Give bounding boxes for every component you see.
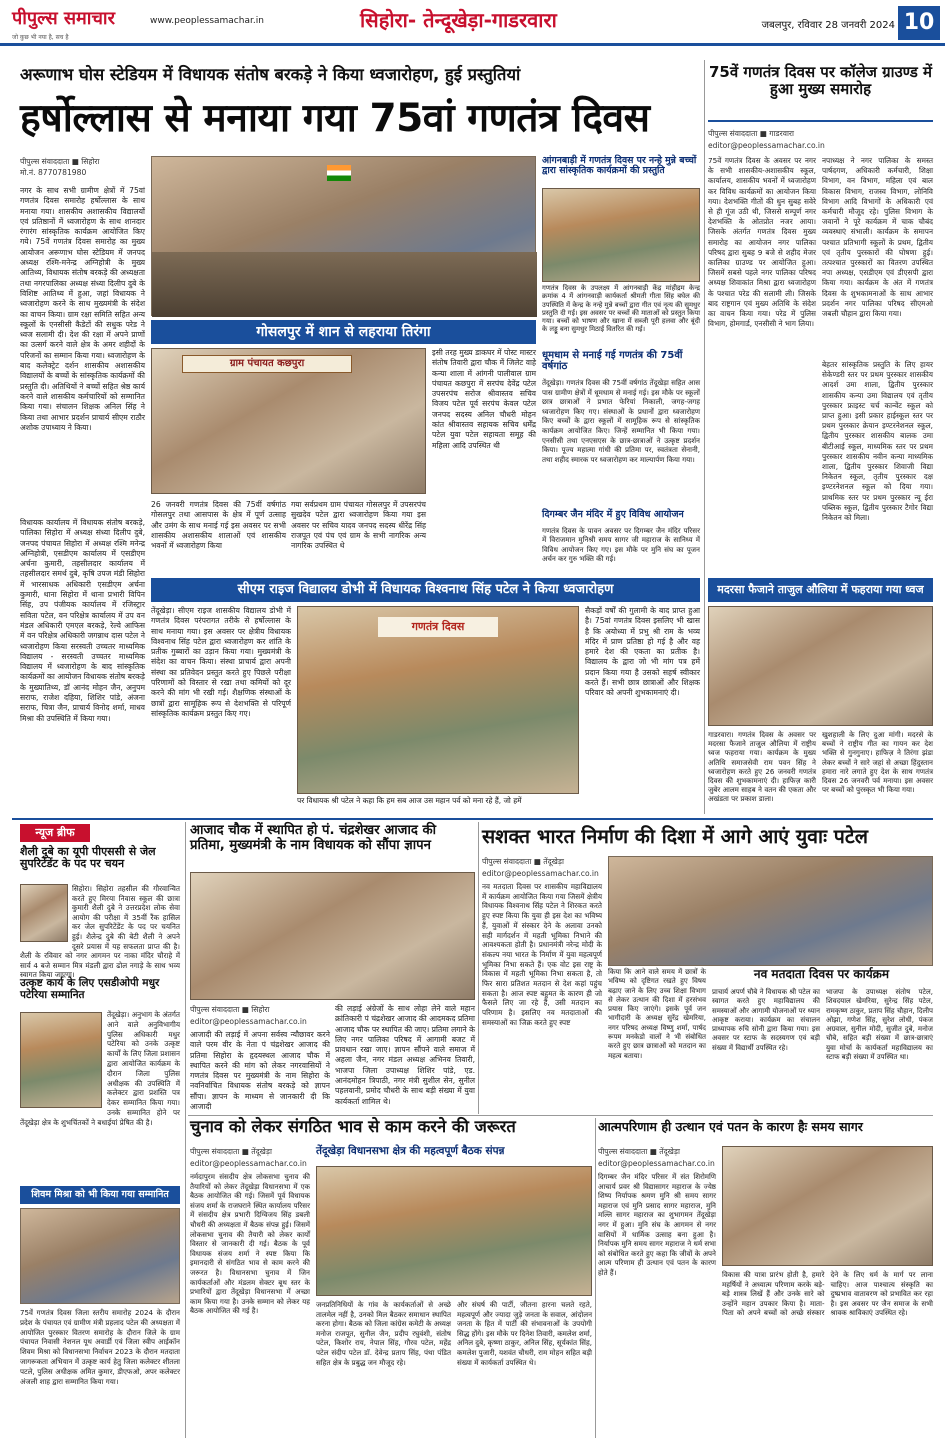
college-headline: 75वें गणतंत्र दिवस पर कॉलेज ग्राउण्ड में हुआ मुख्य समारोह: [708, 64, 933, 122]
brief1-headline: शैली दुबे का यूपी पीएससी से जेल सुपरिटेंडेंट के पद पर चयन: [20, 845, 156, 871]
chunav-email[interactable]: editor@peoplessamachar.co.in: [190, 1159, 307, 1168]
divider: [12, 818, 933, 820]
stage-shape: [152, 252, 537, 317]
aanganwadi-photo: [542, 188, 700, 282]
azad-byline: पीपुल्स संवाददाता ■ सिहोरा: [190, 1005, 270, 1014]
column-rule: [595, 1118, 596, 1438]
gosalpur-column: इसी तरह मुख्य डाकघर में पोस्ट मास्टर संतोष तिवारी द्वारा चौक में जिलेट वाहे कन्या शाला में आंगनी पालीवाल ग्राम पंचायत कछपुरा में सरपंच देवेंद्र पटेल उपसरपंच सरोज श्रीवास्तव सचिव विजय पटेल पूर्व सरपंच केवल पटेल जनपद सदस्य अनिल चौधरी मोहन कांत श्रीवास्तव सहायक सचिव धर्मेंद्र पटेल युवा पटेल सहायता समूह की महिला आदि उपस्थित थी: [432, 348, 536, 450]
flag-icon: [327, 165, 351, 181]
sashakt-column: प्राचार्य अपर्ण चौबे ने विधायक श्री पटेल का स्वागत करते हुए महाविद्यालय की समस्याओं और आगामी योजनाओं पर ध्यान आकृष्ट कराया। कार्यक्रम का संचालन प्राध्यापक रुचि सोनी द्वारा किया गया। इस अवसर पर स्टाफ के सदस्यगण एवं बड़ी संख्या में विद्यार्थी उपस्थित रहे।: [712, 988, 820, 1052]
brief1-wrap: [20, 884, 180, 980]
main-byline: [20, 156, 145, 180]
cmrise-photo: [297, 606, 579, 794]
sashakt-column-2: भाजपा के उपाध्यक्ष संतोष पटेल, शिवदयाल खेमरिया, सुरेन्द्र सिंह पटेल, रामकृष्ण ठाकुर, प्रताप सिंह चौहान, दिलीप ओझा, गणेश सिंह, सुरेश लोधी, पंकज अग्रवाल, सुनील मोदी, सुजीत दुबे, मनोज चौबे, सहित बड़ी संख्या में छात्र-छात्राएं युवा मोर्चा के कार्यकर्ता महाविद्यालय का स्टाफ बड़ी संख्या में उपस्थित था।: [826, 988, 934, 1062]
college-body-2: नपाध्यक्ष ने नगर पालिका के समस्त पार्षदगण, अधिकारी कर्मचारी, शिक्षा विभाग, वन विभाग, महिला एवं बाल विकास विभाग, राजस्व विभाग, लोनिवि विभाग आदि विभागों के अधिकारी एवं कर्मचारी मौजूद रहे। पुलिस विभाग के जवानों ने पूरे कार्यक्रम में चाक चौबंद व्यवस्थाएं संभाली। कार्यक्रम के समापन पश्चात प्रतिभागी स्कूलों के प्रथम, द्वितीय एवं तृतीय पुरस्कारों की घोषणा हुई। तत्पश्चात पुरस्कारों का वितरण उपस्थित नपा अध्यक्ष, एसडीएम एवं डीएसपी द्वारा किया गया। कार्यक्रम के अंत में गणतंत्र दिवस के शुभकामनाओं के साथ आभार प्रदर्शन नगर पालिका परिषद सीएमओ जबली चौहान द्वारा किया गया।: [822, 156, 933, 319]
brief2-wrap: [20, 1010, 180, 1182]
main-kicker: अरूणाभ घोस स्टेडियम में विधायक संतोष बरकड़े ने किया ध्वजारोहण, हुई प्रस्तुतियां: [20, 65, 521, 84]
college-byline: पीपुल्स संवाददाता ■ गाडरवारा: [708, 129, 794, 138]
cmrise-banner: गणतंत्र दिवस: [378, 617, 498, 637]
chunav-byline: पीपुल्स संवाददाता ■ तेंदूखेड़ा: [190, 1147, 272, 1156]
samay-headline: आत्मपरिणाम ही उत्थान एवं पतन के कारण हैः समय सागर: [598, 1119, 863, 1134]
gosalpur-caption-2: गया सर्वप्रथम ग्राम पंचायत गोसलपुर में उपसरपंच सुखदेव पटेल द्वारा ध्वजारोहण किया गया इस अवसर पर सचिव यादव जनपद सदस्य धीरेंद्र सिंह राजपूत एवं पंच एवं ग्राम के सभी नागरिक अन्य नागरिक उपस्थित थे: [291, 500, 426, 551]
digambar-body: गणतंत्र दिवस के पावन अवसर पर दिगम्बर जैन मंदिर परिसर में विराजमान मुनिश्री समय सागर जी महाराज के सानिध्य में विविध आयोजन किए गए। इस मौके पर मुनि संघ का पूजन अर्चन कर गुरु भक्ति की गई।: [542, 526, 700, 563]
brand-logo: पीपुल्स समाचार: [12, 8, 115, 29]
brief2-photo: [20, 1012, 102, 1108]
cmrise-body: तेंदूखेड़ा। सीएम राइज शासकीय विद्यालय डोभी में गणतंत्र दिवस परंपरागत तरीके से हर्षोल्लास के साथ मनाया गया। इस अवसर पर क्षेत्रीय विधायक विश्वनाथ सिंह पटेल द्वारा ध्वजारोहण कर शांति के प्रतीक गुब्बारों का उड़ान किया गया। मुख्यमंत्री के संदेश का वाचन किया। संस्था प्राचार्य द्वारा अपनी संस्था का प्रतिवेदन प्रस्तुत करते हुए पिछले परीक्षा परिणामों को विस्तार से रखा तथा कमियों को दूर करने की मांग भी रखी गई। शैक्षणिक संस्थाओं के छात्रों द्वारा सामूहिक रूप से देशभक्ति से परिपूर्ण सांस्कृतिक कार्यक्रम प्रस्तुत किए गए।: [151, 606, 291, 718]
byline-text: पीपुल्स संवाददाता ■ सिहोरा: [20, 157, 100, 166]
gosalpur-photo: [151, 348, 426, 494]
section-title: सिहोरा- तेन्दूखेड़ा-गाडरवारा: [360, 8, 557, 32]
column-rule: [704, 60, 705, 814]
cmrise-headline: सीएम राइज विद्यालय डोभी में विधायक विश्वनाथ सिंह पटेल ने किया ध्वजारोहण: [151, 578, 700, 602]
row-rule: [188, 1115, 933, 1116]
chunav-headline: चुनाव को लेकर संगठित भाव से काम करने की जरूरत: [190, 1117, 516, 1136]
gosalpur-caption: 26 जनवरी गणतंत्र दिवस की 75वीं वर्षगांठ गोसलपुर तथा आसपास के क्षेत्र में पूर्ण उत्साह और उमंग के साथ मनाई गई इस अवसर पर सभी शासकीय अशासकीय शालाओं एवं शासकीय भवनों में ध्वजारोहण किया: [151, 500, 286, 551]
chunav-body-3: और संघर्ष की पार्टी, जीतना हारना चलते रहते, महत्वपूर्ण और ज्यादा जुड़े जनता के सवाल, आंदोलन जनता के हित में पार्टी की संभावनाओं के उपयोगी सिद्ध होंगे। इस मौके पर दिनेश तिवारी, कमलेश शर्मा, अनिल दुबे, कृष्णा ठाकुर, अनिल सिंह, सूर्यकांत सिंह, कमलेश पुजारी, यशवंत चौधरी, राम मोहन सहित बड़ी संख्या में कार्यकर्ता उपस्थित थे।: [457, 1300, 592, 1367]
sashakt-body: नव मतदाता दिवस पर शासकीय महाविद्यालय में कार्यक्रम आयोजित किया गया जिसमें क्षेत्रीय विधायक विश्वनाथ सिंह पटेल ने शिरकत करते हुए स्पष्ट किया कि युवा ही इस देश का भविष्य हैं, युवाओं में संस्कार देने के अलावा उनको सही मार्गदर्शन में महती भूमिका निभाने की आवश्यकता होती है। प्रधानमंत्री नरेन्द्र मोदी के संकल्प नया भारत के निर्माण में युवा महत्वपूर्ण भूमिका निभा सकते हैं। एक वोट इस राष्ट्र के विकास में महती भूमिका निभा सकता है, तो फिर सारा प्रतिशत मतदान से देश कहां पहुंच सकता है। आज स्पष्ट बहुमत के कारण ही जो फैसले लिए जा रहे हैं, उसी मतदान का परिणाम है। इसलिए नव मतदाताओं की समस्याओं का जिक्र करते हुए स्पष्ट: [482, 882, 602, 1027]
brief3-body: 75वें गणतंत्र दिवस जिला स्तरीय समारोह 2024 के दौरान प्रदेश के पंचायत एवं ग्रामीण मंत्री प्रहलाद पटेल की अध्यक्षता में आयोजित पुरस्कार वितरण समारोह के दौरान जिले के ग्राम पंचायत निवासी नेशनल यूथ अवार्डी एवं जिला स्वीप आईकॉन शिवम मिश्रा को विधानसभा निर्वाचन 2023 के दौरान मतदाता जागरूकता अभियान में उत्कृष्ट कार्य हेतु जिला कलेक्टर शीतला पटले, पुलिस अधीक्षक अमित कुमार, डीएफओ, अपर कलेक्टर अंजली शाह द्वारा सम्मानित किया गया।: [20, 1308, 180, 1386]
main-body: नगर के साथ सभी ग्रामीण क्षेत्रों में 75वां गणतंत्र दिवस समारोह हर्षोल्लास के साथ मनाया गया। शासकीय अशासकीय विद्यालयों एवं प्रतिष्ठानों में ध्वजारोहण के साथ शानदार रंगारंग सांस्कृतिक कार्यक्रम आयोजित किए गये। 75वें गणतंत्र दिवस समारोह का मुख्य आयोजन अरूणाभ घोस स्टेडियम में जनपद अध्यक्ष रश्मि-मनेन्द्र अग्निहोत्री के मुख्य आतिथ्य, विधायक संतोष बरकड़े की अध्यक्षता तथा नगरपालिका अध्यक्ष संध्या दिलीप दुबे के विशिष्ट आतिथ्य में हुआ, जहां विधायक ने ध्वजारोहण करने के साथ मुख्यमंत्री के संदेश का वाचन किया। ग्राम रक्षा समिति सहित अन्य स्कूलों के एनसीसी कैडेटों की सधुक परेड ने ध्वज सलामी दी। देश की रक्षा में अपने प्राणों का उत्सर्ग करने वाले क्षेत्र के अमर शहीदों के परिजनों का सम्मान किया गया। ध्वजारोहण के बाद कलेक्ट्रेट दर्शन शासकीय अशासकीय विद्यालयों के बच्चों के सांस्कृतिक कार्यक्रमों की प्रस्तुति दी। अतिथियों ने बच्चों सहित श्रेष्ठ कार्य करने वाले शासकीय कर्मचारियों को सम्मानित किया गया। संचालन शिक्षक अनिल सिंह ने किया तथा आभार प्रदर्शन प्राचार्य सीएम राठौर अशोक उपाध्याय ने किया।: [20, 186, 145, 432]
brief3-photo: [20, 1208, 180, 1304]
main-body-continued: विधायक कार्यालय में विधायक संतोष बरकड़े, पालिका सिहोरा में अध्यक्ष संध्या दिलीप दुबे, जनपद पंचायत सिहोरा में अध्यक्ष रश्मि मनेन्द्र अग्निहोत्री, एसडीएम कार्यालय में एसडीएम अर्चना कुमारी, तहसीलदार कार्यालय में तहसीलदार समर्थ दुबे, कृषि उपज मंडी सिहोरा में भारसाधक अधिकारी एसडीएम अर्चना कुमारी, थाना सिहोरा में थाना प्रभारी विपिन सिंह, उप पंजीयक कार्यालय में रजिस्ट्रार सविता पटेल, वन परिक्षेत्र कार्यालय में उप वन मंडल अधिकारी एमएल बरकड़े, रेल्वे आफिस में वन परिक्षेत्र अधिकारी जगन्नाथ दास पटेल ने ध्वजारोहण किया सरस्वती उच्चतर माध्यमिक विद्यालय - सरस्वती उच्चतर माध्यमिक विद्यालय में ध्वजारोहण के बाद सांस्कृतिक कार्यक्रमों का आयोजन विधायक संतोष बरकड़े के मुख्यातिथ्य, डॉ आनंद मोहन जैन, अनुपम सराफ, राजेश दहिया, शिशिर पांडे, अंजना सराफ, चित्रा जैन, प्राचार्य विनोद शर्मा, माधव मिश्रा की उपस्थिति में किया गया।: [20, 518, 145, 723]
madarsa-body-2: खुशहाली के लिए दुआ मांगी। मदरसे के बच्चों ने राष्ट्रीय गीत का गायन कर देश भक्ति से गुनगुनाए। हाफिज़ ने तिरंगा झंडा लेकर बच्चों ने सारे जहां से अच्छा हिंदुस्तान हमारा नारे लगाते हुए देश के साथ गणतंत्र दिवस 26 जनवरी पर्व मनाया। इस अवसर पर बच्चों को पुरस्कृत भी किया गया।: [822, 730, 933, 795]
madarsa-photo: [708, 606, 933, 726]
brief1-body-inline: सिहोरा। सिहोरा तहसील की गौरवान्वित करते हुए मिरया निवास स्कूल की छात्रा कुमारी शैली दुबे ने उत्तरप्रदेश लोक सेवा आयोग की परीक्षा में 35वीं रैंक हासिल कर जेल सुपरिटेंडेंट के पद पर चयनित हुई। शैलेन्द्र दुबे की बेटी शैली ने अपने दूसरे प्रयास में यह सफलता प्राप्त की है। शैली के रविवार को नगर आगमन पर नाका मंदिर चौराहे में सार्व 4 बजे सम्मान मित्र मंडली द्वारा ढोल नगाड़े के साथ भव्य स्वागत किया जाएगा।: [20, 884, 180, 980]
college-body-3: बेहतर सांस्कृतिक प्रस्तुति के लिए हायर सेकेण्डरी स्तर पर प्रथम पुरस्कार शासकीय आदर्श उमा शाला, द्वितीय पुरस्कार शासकीय कन्या उमा विद्यालय एवं तृतीय पुरस्कार फ्राइस्ट चर्च कान्वेंट स्कूल को प्राप्त हुआ। इसी प्रकार हाईस्कूल स्तर पर प्रथम पुरस्कार क्रेयान इण्टरनेशनल स्कूल, द्वितीय पुरस्कार शासकीय बालक उमा बीटीआई स्कूल, माध्यमिक स्तर पर प्रथम पुरस्कार शासकीय नवीन कन्या माध्यमिक शाला, द्वितीय पुरस्कार शिवाजी विद्या निकेतन स्कूल, तृतीय पुरस्कार दक्ष इण्टरनेशनल स्कूल को दिया गया। प्राथमिक स्तर पर प्रथम पुरस्कार न्यू ईरा पब्लिक स्कूल, द्वितीय पुरस्कार टैगोर विद्या निकेतन को मिला।: [822, 360, 933, 523]
sashakt-byline: पीपुल्स संवाददाता ■ तेंदूखेड़ा: [482, 857, 564, 866]
column-rule: [478, 822, 479, 1114]
azad-photo: [190, 872, 475, 1000]
column-rule: [185, 822, 186, 1438]
azad-headline: आजाद चौक में स्थापित हो पं. चंद्रशेखर आजाद की प्रतिमा, मुख्यमंत्री के नाम विधायक को सौंपा ज्ञापन: [190, 823, 437, 853]
masthead: [0, 0, 945, 46]
azad-body: आजादी की लड़ाई में अपना सर्वस्व न्यौछावर करने वाले परम वीर के नेता पं चंद्रशेखर आजाद की प्रतिमा सिहोरा के हृदयस्थल आजाद चौक में स्थापित करने की मांग को लेकर नगरवासियों ने गणतंत्र दिवस पर मुख्यमंत्री के नाम सिहोरा के नवनिर्वाचित विधायक संतोष बरकड़े को ज्ञापन सौंपा। ज्ञापन के माध्यम से जानकारी दी कि आजादी: [190, 1030, 330, 1112]
panchayat-sign: ग्राम पंचायत कछपुरा: [182, 355, 352, 373]
sashakt-email[interactable]: editor@peoplessamachar.co.in: [482, 869, 599, 878]
chunav-body: नर्मदापुरम संसदीय क्षेत्र लोकसभा चुनाव की तैयारियों को लेकर तेंदूखेड़ा विधानसभा में एक बैठक आयोजित की गई। जिसमें पूर्व विधायक संजय शर्मा के राजघराने स्थित कार्यालय परिसर में संसदीय क्षेत्र प्रभारी दिग्विजय सिंह डबली चौधरी की अध्यक्षता में बैठक संपन्न हुई। जिसमें लोकसभा चुनाव की तैयारी को लेकर कार्यों विस्तार से जानकारी दी गई। बैठक के पूर्व विधायक संजय शर्मा ने स्पष्ट किया कि इमानदारी से संगठित भाव से काम करने की जरूरत है। विधानसभा चुनाव में जिन कार्यकर्ताओं और मंडलम सेक्टर बूथ स्तर के प्रभारियों द्वारा तेंदूखेड़ा विधानसभा में अच्छा काम किया गया है। उनके सम्मान को लेकर यह बैठक आयोजित की गई है।: [190, 1172, 310, 1316]
brief3-headline: शिवम मिश्रा को भी किया गया सम्मानित: [20, 1186, 180, 1204]
madarsa-headline: मदरसा फैजाने ताजुल औलिया में फहराया गया ध्वज: [708, 578, 933, 602]
samay-body: दिगम्बर जैन मंदिर परिसर में संत शिरोमणि आचार्य प्रवर श्री विद्यासागर महाराज के ज्येष्ठ शिष्य निर्यापक श्रमण मुनि श्री समय सागर महाराज एवं मुनि प्रसाद सागर महाराज, मुनि मल्लि सागर महाराज का शुभागमन तेंदूखेड़ा नगर में हुआ। मुनि संघ के आगमन से नगर वासियों में धार्मिक उत्साह बना हुआ है। निर्यापक मुनि समय सागर महाराज ने धर्म सभा को संबोधित करते हुए कहा कि जीवों के अपने आत्म परिणाम ही उत्थान एवं पतन के कारण होते हैं।: [598, 1172, 716, 1277]
chunav-subhead: तेंदूखेड़ा विधानसभा क्षेत्र की महत्वपूर्ण बैठक संपन्न: [316, 1145, 505, 1157]
brief2-body: तेंदूखेड़ा। अनुभाग के अंतर्गत आने वाले अनुविभागीय पुलिस अधिकारी मधुर पटेरिया को उनके उत्कृष्ट कार्यों के लिए जिला प्रशासन द्वारा आयोजित कार्यक्रम के दौरान जिला पुलिस अधीक्षक की उपस्थिति में कलेक्टर द्वारा प्रशस्ति पत्र देकर सम्मानित किया गया। उनके सम्मानित होने पर तेंदूखेड़ा क्षेत्र के शुभचिंतकों ने बधाईयां प्रेषित की है।: [20, 1010, 180, 1127]
main-photo: [151, 156, 536, 316]
mobile-number: मो.नं. 8770781980: [20, 168, 87, 177]
azad-email[interactable]: editor@peoplessamachar.co.in: [190, 1017, 307, 1026]
cmrise-column: सैकड़ों वर्षों की गुलामी के बाद प्राप्त हुआ है। 75वां गणतंत्र दिवस इसलिए भी खास है कि अयोध्या में प्रभु श्री राम के भव्य मंदिर में प्राण प्रतिष्ठा हो गई है और वह हमारे देश की एकता का प्रतीक है। विद्यालय के द्वारा जो भी मांग पत्र हमें प्रदान किया गया है उसको सहर्ष स्वीकार करते हैं। सभी छात्र छात्राओं और शिक्षक परिवार को अपनी शुभकामनाएं दी।: [585, 606, 700, 698]
dhumdham-body: तेंदूखेड़ा। गणतंत्र दिवस की 75वीं वर्षगांठ तेंदूखेड़ा सहित आस पास ग्रामीण क्षेत्रों में धूमधाम से मनाई गई। इस मौके पर स्कूलों छात्र छात्राओं ने प्रभात फेरियां निकाली, जगह-जगह ध्वजारोहण किए गए। संस्थाओं के प्रधानों द्वारा ध्वजारोहण किए बच्चों के द्वारा स्कूलों में सामूहिक रूप से सांस्कृतिक कार्यक्रम आयोजित किए। जिन्हें सम्मानित भी किया गया। एनसीसी तथा एनएसएस के छात्र-छात्राओं ने उत्कृष्ट प्रदर्शन किया। पूज्य महात्मा गांधी की प्रतिमा पर, स्वतंत्रता सेनानी, तथा शहीद स्मारक पर ध्वजारोहण कर माल्यार्पण किया गया।: [542, 378, 700, 464]
sashakt-body-2: किया कि आने वाले समय में छात्रों के भविष्य को दृष्टिगत रखते हुए विषय बढ़ाए जाने के लिए उच्च शिक्षा विभाग से लेकर उत्थान की दिशा में हरसंभव प्रयास किए जाएंगे। इसके पूर्व जन भागीदारी के अध्यक्ष सुरेंद्र खेमरिया, नगर परिषद अध्यक्ष विष्णु शर्मा, पार्षद रूपम मनकेडो वालों ने भी संबोधित करते हुए छात्र छात्राओं को मतदान का महत्व बताया।: [608, 968, 706, 1060]
college-body: 75वें गणतंत्र दिवस के अवसर पर नगर के सभी शासकीय-अशासकीय स्कूल, कार्यालय, शासकीय भवनों में ध्वजारोहण कर विविध कार्यक्रमों का आयोजन किया गया। देशभक्ति गीतों की धुन सुबह सवेरे से ही गूंज उठी थी, जिससे सम्पूर्ण नगर देशभक्ति के ओतप्रोत नजर आया। जिसके अंतर्गत गणतंत्र दिवस मुख्य समारोह का आयोजन नगर पालिका परिषद द्वारा सुबह 9 बजे से शहीद मेजर कालिका ग्राउण्ड पर आयोजित हुआ। जिसमें सबसे पहले नगर पालिका परिषद अध्यक्ष शिवाकांत मिश्रा द्वारा ध्वजारोहण के पश्चात परेड की सलामी ली। जिसके बाद राष्ट्रगान एवं मुख्य अतिथि के संदेश का वाचन किया गया। परेड में पुलिस विभाग, होमगार्ड, एनसीसी ने भाग लिया।: [708, 156, 816, 329]
samay-body-2: विकास की यात्रा प्रारंभ होती है, हमारे महर्षियों ने अध्यात्म परिणाम करके बड़े-बड़े शास्त्र लिखें हैं और उनके सारे को उन्होंने महान उपकार किया है। माता-पिता को अपने बच्चों को अच्छे संस्कार देने के लिए धर्म के मार्ग पर लाना चाहिए। आज पाश्चात्य संस्कृति का दुष्प्रभाव वातावरण को प्रभावित कर रहा है। इस अवसर पर जैन समाज के सभी श्रावक श्राविकाएं उपस्थित रहे।: [722, 1270, 933, 1318]
chunav-photo: [316, 1166, 592, 1296]
sashakt-caption: नव मतदाता दिवस पर कार्यक्रम: [753, 967, 890, 981]
madarsa-body: गाडरवारा। गणतंत्र दिवस के अवसर पर मदरसा फैजाने ताजुल औलिया में राष्ट्रीय ध्वज फहराया गया। कार्यक्रम के मुख्य अतिथि समाजसेवी राम पवन सिंह ने ध्वजारोहण करते हुए 26 जनवरी गणतंत्र दिवस की शुभकामनाएं दी। हाफिज़ कारी जुबेर आलम साहब ने वतन की एकता और अखंडता पर प्रकाश डाला।: [708, 730, 816, 804]
samay-email[interactable]: editor@peoplessamachar.co.in: [598, 1159, 715, 1168]
dhumdham-headline: धूमधाम से मनाई गई गणतंत्र की 75वीं वर्षगांठ: [542, 350, 683, 373]
news-brief-tag: न्यूज ब्रीफ: [20, 824, 90, 842]
dateline: जबलपुर, रविवार 28 जनवरी 2024: [761, 20, 895, 31]
azad-body-2: की लड़ाई अंग्रेजों के साथ लोहा लेने वाले महान क्रांतिकारी पं चंद्रशेखर आजाद की आदमकद प्रतिमा आजाद चौक पर स्थापित की जाए। प्रतिमा लगाने के लिए नगर पालिका परिषद में आगामी बजट में प्रावधान रखा जाए। ज्ञापन सौंपने वाले समाज में अहला जैन, नगर मंडल अध्यक्ष अभिनव तिवारी, भाजपा जिला उपाध्यक्ष शिशिर पांडे, एड. आनंदमोहन त्रिपाठी, नगर मंत्री सुशील सेन, सुनील पहलवानी, प्रमोद चौधरी के साथ बड़ी संख्या में युवा कार्यकर्ता शामिल थे।: [335, 1004, 476, 1106]
samay-photo: [722, 1146, 933, 1266]
chunav-body-2: जनप्रतिनिधियों के गांव के कार्यकर्ताओं से अच्छे तालमेल नहीं है, उनको मिल बैठकर समाधान स्थापित करना होगा। बैठक को जिला कांग्रेस कमेटी के अध्यक्ष मनोज राजपूत, सुनील जैन, प्रदीप रघुवंशी, संतोष पटेल, किशोर राय, नेपाल सिंह, गौरव पटेल, महेंद्र पटेल संदीप पटेल डॉ. देवेन्द्र प्रताप सिंह, पंथा पंडित सहित क्षेत्र के प्रबुद्ध जन मौजूद रहे।: [316, 1300, 451, 1367]
aanganwadi-headline: आंगनबाड़ी में गणतंत्र दिवस पर नन्हे मुन्ने बच्चों द्वारा सांस्कृतिक कार्यक्रमों की प्रस्तुति: [542, 155, 697, 177]
brand-tagline: जो कुछ भी नया है, सच है: [12, 34, 69, 41]
page-number: 10: [898, 6, 940, 40]
sashakt-photo: [608, 856, 933, 966]
digambar-headline: दिगम्बर जैन मंदिर में हुए विविध आयोजन: [542, 509, 684, 520]
brief2-headline: उत्कृष्ट कार्य के लिए एसडीओपी मधुर पटेरिया सम्मानित: [20, 977, 160, 1001]
site-url[interactable]: www.peoplessamachar.in: [150, 16, 264, 26]
aanganwadi-body: गणतंत्र दिवस के उपलक्ष्य में आंगनबाड़ी केंद्र मांहीद्रम केन्द्र क्रमांक 4 में आंगनवाड़ी कार्यकर्ता श्रीमती गीता सिंह बघेल की उपस्थिति में केन्द्र के नन्हे मुन्ने बच्चों द्वारा गीत एवं नृत्य की सुमधुर प्रस्तुति दी गई। इस अवसर पर बच्चों की माताओं को प्रस्तुत किया गया। बच्चों को भाषण और खाना में सब्जी पूरी हलवा और बूंदी के लड्डू बना सुमधुर मिठाई वितरित की गई।: [542, 284, 700, 334]
main-headline: हर्षोल्लास से मनाया गया 75वां गणतंत्र दिवस: [20, 96, 650, 141]
college-email[interactable]: editor@peoplessamachar.co.in: [708, 141, 825, 150]
samay-byline: पीपुल्स संवाददाता ■ तेंदूखेड़ा: [598, 1147, 680, 1156]
cmrise-caption: पर विधायक श्री पटेल ने कहा कि हम सब आज उस महान पर्व को मना रहे हैं, जो हमें: [297, 796, 579, 816]
gosalpur-headline: गोसलपुर में शान से लहराया तिरंगा: [151, 320, 536, 344]
sashakt-headline: सशक्त भारत निर्माण की दिशा में आगे आएं युवाः पटेल: [482, 825, 868, 848]
